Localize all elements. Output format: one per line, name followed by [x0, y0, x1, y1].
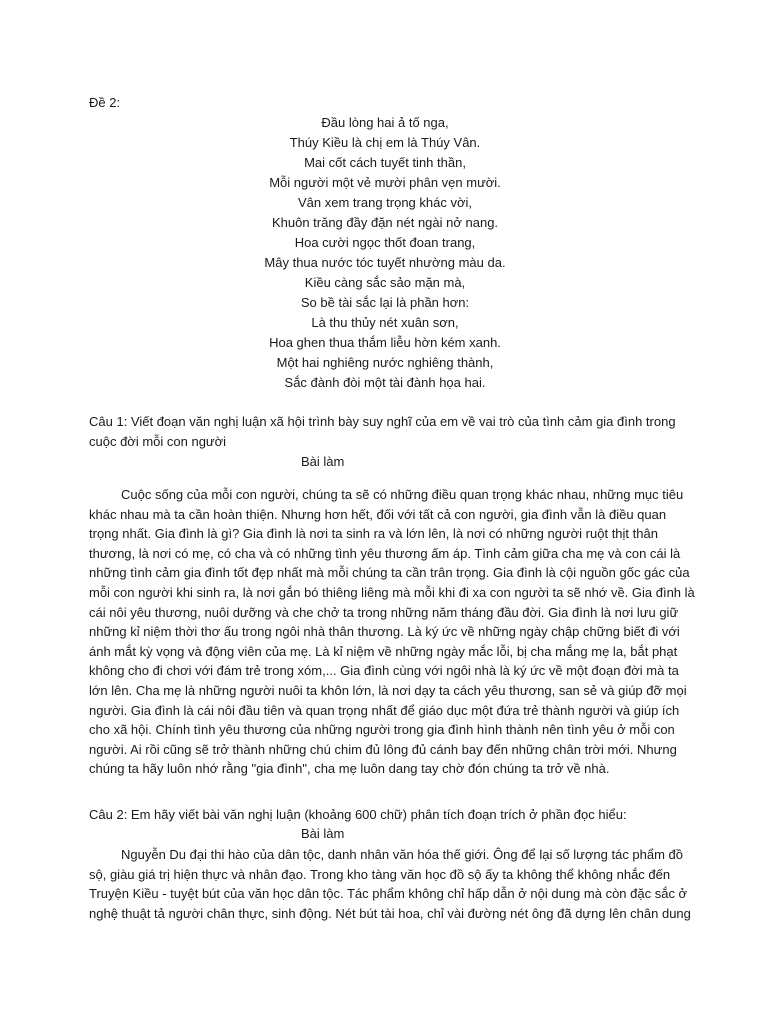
question-1-line: cuộc đời mỗi con người — [89, 434, 227, 449]
paragraph-line: sộ, giàu giá trị hiện thực và nhân đạo. Trong kho tàng văn học đồ sộ ấy ta không thể không nhắc đến — [89, 866, 671, 882]
paragraph-line: trọng nhất. Gia đình là gì? Gia đình là nơi ta sinh ra và lớn lên, là nơi có những người ruột thịt thân — [89, 526, 658, 542]
poem-line: Đầu lòng hai ả tố nga, — [321, 115, 449, 130]
paragraph-line: người. Ai rồi cũng sẽ trở thành những chú chim đủ lông đủ cánh bay đến những chân trời mới. Nhưng — [89, 741, 677, 757]
paragraph-line: những kỉ niệm thời thơ ấu trong ngôi nhà thân thương. Là ký ức về những ngày chập chững biết đi với — [89, 624, 680, 640]
poem-line: Một hai nghiêng nước nghiêng thành, — [276, 355, 494, 370]
paragraph-line: khác nhau mà ta cần hoàn thiện. Nhưng hơn hết, đối với tất cả con người, gia đình vẫn là điều quan — [89, 506, 667, 522]
paragraph-line: cho xã hội. Chính tình yêu thương của những người trong gia đình hình thành nên tình yêu ở mỗi con — [89, 722, 675, 738]
poem-line: Kiều càng sắc sảo mặn mà, — [304, 275, 466, 290]
question-1-line: Câu 1: Viết đoạn văn nghị luận xã hội trình bày suy nghĩ của em về vai trò của tình cảm gia đình trong — [89, 414, 676, 429]
question-2: Câu 2: Em hãy viết bài văn nghị luận (khoảng 600 chữ) phân tích đoạn trích ở phần đọc hiểu: — [89, 807, 627, 822]
paragraph-line: lớn lên. Cha mẹ là những người nuôi ta khôn lớn, là nơi dạy ta cách yêu thương, san sẻ và giúp đỡ mọi — [89, 682, 687, 698]
poem-line: Sắc đành đòi một tài đành họa hai. — [284, 375, 486, 390]
poem-line: Là thu thủy nét xuân sơn, — [311, 315, 459, 330]
poem-line: Mai cốt cách tuyết tinh thần, — [304, 155, 466, 170]
paragraph-line: nghệ thuật tả người chân thực, sinh động. Nét bút tài hoa, chỉ vài đường nét ông đã dựng lên chân dung — [89, 905, 691, 921]
poem-line: Thúy Kiều là chị em là Thúy Vân. — [289, 135, 481, 150]
poem-line: Hoa cười ngọc thốt đoan trang, — [294, 235, 476, 250]
paragraph-line: Nguyễn Du đại thi hào của dân tộc, danh nhân văn hóa thế giới. Ông để lại số lượng tác phẩm đồ — [121, 847, 684, 862]
poem-line: Mỗi người một vẻ mười phân vẹn mười. — [269, 175, 501, 190]
poem-line: Vân xem trang trọng khác vời, — [298, 195, 472, 210]
paragraph-line: Truyện Kiều - tuyệt bút của văn học dân tộc. Tác phẩm không chỉ hấp dẫn ở nội dung mà còn đặc sắc ở — [89, 886, 688, 902]
poem-line: So bề tài sắc lại là phần hơn: — [300, 295, 470, 310]
paragraph-line: những tình cảm gia đình tốt đẹp nhất mà mỗi chúng ta cần trân trọng. Gia đình là cội nguồn gốc gác của — [89, 565, 690, 581]
answer-2-paragraph — [89, 845, 691, 923]
paragraph-line: người. Gia đình là cái nôi đầu tiên và quan trọng nhất để giáo dục một đứa trẻ thành người và giúp ích — [89, 702, 680, 718]
answer-heading-1: Bài làm — [301, 454, 345, 469]
answer-heading-2: Bài làm — [301, 826, 345, 841]
paragraph-line: chúng ta hãy luôn nhớ rằng "gia đình", cha mẹ luôn dang tay chờ đón chúng ta trở về nhà. — [89, 761, 610, 777]
paragraph-line: Cuộc sống của mỗi con người, chúng ta sẽ có những điều quan trọng khác nhau, những mục tiêu — [121, 487, 684, 502]
paragraph-line: không cho đi chơi với đám trẻ trong xóm,... Gia đình cùng với ngôi nhà là ký ức về một đoạn đời mà ta — [89, 663, 679, 679]
exam-label: Đề 2: — [89, 95, 121, 110]
poem-line: Mây thua nước tóc tuyết nhường màu da. — [264, 255, 506, 270]
poem-line: Hoa ghen thua thắm liễu hờn kém xanh. — [269, 335, 501, 350]
paragraph-line: cái nôi yêu thương, nuôi dưỡng và che chở ta trong những năm tháng đầu đời. Gia đình là nơi lưu giữ — [89, 604, 679, 620]
paragraph-line: mỗi con người khi sinh ra, là nơi gắn bó thiêng liêng mà mỗi khi đi xa con người ta sẽ nhớ về. Gia đình là — [89, 584, 695, 600]
poem — [89, 113, 681, 393]
paragraph-line: ánh mắt kỳ vọng và động viên của mẹ. Là kỉ niệm về những ngày mắc lỗi, bị cha mắng mẹ la, bắt phạt — [89, 643, 678, 659]
poem-line: Khuôn trăng đầy đặn nét ngài nở nang. — [271, 215, 499, 230]
question-1 — [89, 412, 681, 452]
answer-1-paragraph — [89, 485, 695, 779]
paragraph-line: thương, là nơi có mẹ, có cha và có những tình yêu thương ấm áp. Tình cảm giữa cha mẹ và con cái là — [89, 545, 681, 561]
